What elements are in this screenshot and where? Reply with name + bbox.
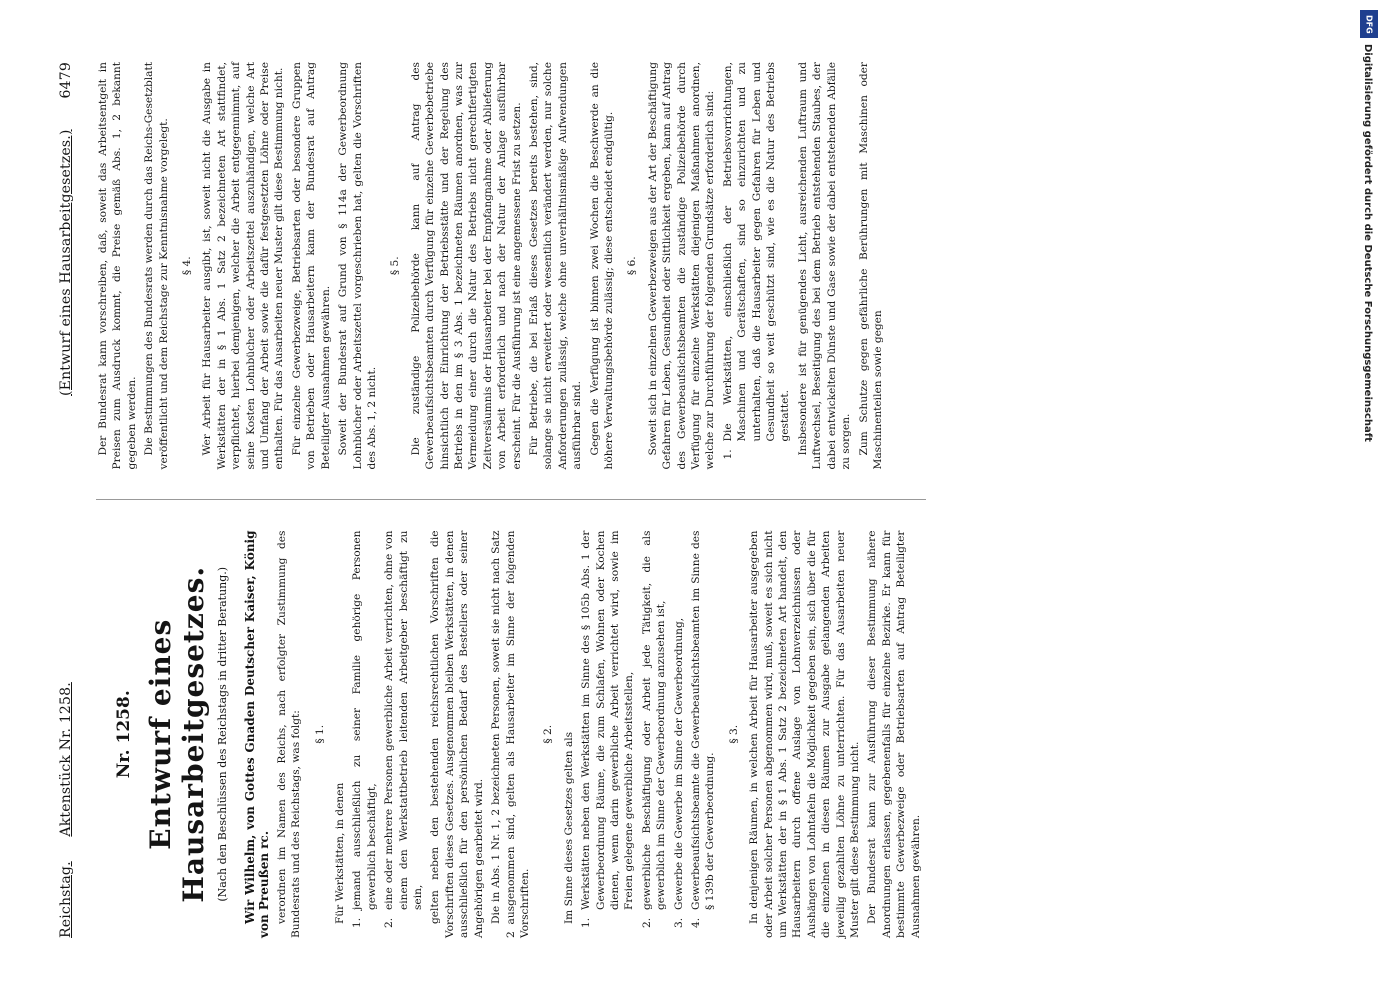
section-2-lead: Im Sinne dieses Gesetzes gelten als (562, 731, 575, 924)
section-3-paragraph: Der Bundesrat kann zur Ausführung dieser Bestimmung nähere Anordnungen erlassen, gegebenenfalls für einzelne Bezirke. Er kann für bestimmte Gewerbezweige oder Betriebsarten auf Antrag Beteiligter Ausnahmen gewähren. (866, 530, 922, 938)
section-5-paragraph: Gegen die Verfügung ist binnen zwei Wochen die Beschwerde an die höhere Verwaltungsbehörde zulässig; diese entscheidet endgültig. (588, 62, 615, 470)
list-item-number: 1. (351, 917, 364, 928)
column-2 (96, 62, 885, 470)
list-item-number: 1. (580, 917, 593, 928)
section-3-continuation: Die Bestimmungen des Bundesrats werden durch das Reichs-Gesetzblatt veröffentlicht und dem Reichstage zur Kenntnisnahme vorgelegt. (143, 62, 170, 470)
section-6-paragraph: Soweit sich in einzelnen Gewerbezweigen aus der Art der Beschäftigung Gefahren für Leben, Gesundheit oder Sittlichkeit ergeben, kann auf Antrag des Gewerbeaufsichtsbeamten die zuständige Polizeibehörde durch Verfügung für einzelne Werkstätten diejenigen Maßnahmen anordnen, welche zur Durchführung der folgenden Grundsätze erforderlich sind: (646, 62, 717, 470)
section-4-paragraph: Wer Arbeit für Hausarbeiter ausgibt, ist, soweit nicht die Ausgabe in Werkstätten der in § 1 Abs. 1 Satz 2 bezeichneten Art stattfindet, verpflichtet, hierbei demjenigen, welcher die Arbeit entgegennimmt, auf seine Kosten Lohnbücher oder Arbeitszettel auszuhändigen, welche Art und Umfang der Arbeit sowie die dafür festgesetzten Löhne oder Preise enthalten. Für das Ausarbeiten neuer Muster gilt diese Bestimmung nicht. (201, 62, 286, 470)
running-head-reichstag: Reichstag. (58, 861, 74, 938)
section-5-paragraph: Die zuständige Polizeibehörde kann auf Antrag des Gewerbeaufsichtsbeamten durch Verfügung für einzelne Gewerbebetriebe hinsichtlich der Einrichtung der Betriebsstätte und der Regelung des Betriebs in den im § 3 Abs. 1 bezeichneten Räumen anordnen, was zur Vermeidung einer durch die Natur des Betriebs nicht gerechtfertigten Zeitversäumnis der Hausarbeiter bei der Empfangnahme oder Ablieferung von Arbeit erforderlich und nach der Natur der Anlage ausführbar erscheint. Für die Ausführung ist eine angemessene Frist zu setzen. (409, 62, 523, 470)
enacting-decree: verordnen im Namen des Reichs, nach erfolgter Zustimmung des Bundesrats und des Reichstags, was folgt: (275, 530, 303, 938)
document-number: Nr. 1258. (114, 690, 134, 779)
dfg-sidebar (1360, 10, 1378, 990)
running-head-aktenstueck: Aktenstück Nr. 1258. (58, 682, 74, 837)
section-6-paragraph: Insbesondere ist für genügendes Licht, ausreichenden Luftraum und Luftwechsel, Beseitigung des bei dem Betrieb entstehenden Staubes, der dabei entwickelten Dünste und Gase sowie der dabei entstehenden Abfälle zu sorgen. (796, 62, 853, 470)
section-2-heading: § 2. (542, 724, 555, 744)
list-item-text: Werkstätten neben den Werkstätten im Sinne des § 105b Abs. 1 der Gewerbeordnung Räume, die zum Schlafen, Wohnen oder Kochen dienen, wenn darin gewerbliche Arbeit verrichtet wird, sowie im Freien gelegene gewerbliche Arbeitsstellen, (580, 530, 636, 910)
enacting-intro: Wir Wilhelm, von Gottes Gnaden Deutscher Kaiser, König von Preußen rc. (243, 530, 272, 938)
page-number: 6479 (58, 62, 74, 99)
list-item (672, 531, 686, 929)
list-item-text: gewerbliche Beschäftigung oder Arbeit jede Tätigkeit, die als gewerblich im Sinne der Gewerbeordnung anzusehen ist, (640, 530, 668, 910)
list-item-number: 3. (672, 917, 685, 928)
section-6-paragraph: Zum Schutze gegen gefährliche Berührungen mit Maschinen oder Maschinenteilen sowie gegen (857, 62, 884, 470)
list-item-text: jemand ausschließlich zu seiner Familie gehörige Personen gewerblich beschäftigt, (351, 530, 378, 910)
document-header (114, 531, 229, 939)
left-half (96, 531, 926, 939)
list-item-number: 2. (640, 917, 653, 928)
section-3-continuation: Der Bundesrat kann vorschreiben, daß, soweit das Arbeitsentgelt in Preisen zum Ausdruck kommt, die Preise gemäß Abs. 1, 2 bekannt gegeben werden. (97, 62, 138, 470)
page-body (96, 62, 926, 938)
right-half (96, 62, 926, 470)
list-item (721, 62, 793, 460)
list-item-text: Gewerbeaufsichtsbeamte die Gewerbeaufsichtsbeamten im Sinne des § 139b der Gewerbeordnung. (689, 530, 717, 910)
section-3-paragraph: In denjenigen Räumen, in welchen Arbeit für Hausarbeiter ausgegeben oder Arbeit solcher Personen abgenommen wird, muß, soweit es sich nicht um Werkstätten der in § 1 Abs. 1 Satz 2 bezeichneten Art handelt, den Hausarbeitern durch offene Auslage von Lohnverzeichnissen oder Aushängen von Lohntafeln die Möglichkeit gegeben sein, sich über die für die einzelnen in diesen Räumen zur Ausgabe gelangenden Arbeiten jeweilig gezahlten Löhne zu unterrichten. Für das Ausarbeiten neuer Muster gilt diese Bestimmung nicht. (748, 530, 862, 938)
section-1-paragraph: Die in Abs. 1 Nr. 1, 2 bezeichneten Personen, soweit sie nicht nach Satz 2 ausgenommen sind, gelten als Hausarbeiter im Sinne der folgenden Vorschriften. (490, 530, 531, 938)
document-title: Entwurf eines Hausarbeitgesetzes. (144, 565, 210, 903)
running-head-left (58, 662, 74, 938)
list-item (382, 531, 425, 929)
list-item-number: 2. (383, 917, 396, 928)
list-item-text: eine oder mehrere Personen gewerbliche Arbeit verrichten, ohne von einem den Werkstattbetrieb leitenden Arbeitgeber beschäftigt zu sein, (383, 530, 425, 910)
dfg-funding-note: Digitalisierung gefördert durch die Deutsche Forschungsgemeinschaft (1362, 44, 1373, 442)
list-item-number: 1. (721, 449, 734, 460)
running-head (58, 62, 84, 938)
section-1-lead: Für Werkstätten, in denen (334, 782, 347, 924)
column-1 (243, 531, 923, 939)
section-4-paragraph: Für einzelne Gewerbezweige, Betriebsarten oder besondere Gruppen von Betrieben oder Hausarbeitern kann der Bundesrat auf Antrag Beteiligter Ausnahmen gewähren. (290, 62, 332, 470)
list-item-text: Die Werkstätten, einschließlich der Betriebsvorrichtungen, Maschinen und Gerätschaften, sind so einzurichten und zu unterhalten, daß die Hausarbeiter gegen Gefahren für Leben und Gesundheit so weit geschützt sind, wie es die Natur des Betriebs gestattet. (721, 62, 792, 442)
document-subtitle: (Nach den Beschlüssen des Reichstags in dritter Beratung.) (216, 566, 229, 902)
list-item (350, 531, 379, 929)
running-head-center: (Entwurf eines Hausarbeitgesetzes.) (58, 129, 74, 396)
list-item (689, 531, 718, 929)
column-divider (96, 500, 926, 501)
list-item-text: Gewerbe die Gewerbe im Sinne der Gewerbeordnung, (672, 617, 685, 910)
section-1-heading: § 1. (313, 724, 326, 744)
section-4-heading: § 4. (181, 256, 194, 276)
list-item-number: 4. (689, 917, 702, 928)
section-5-heading: § 5. (389, 256, 402, 276)
list-item (640, 531, 669, 929)
dfg-logo: DFG (1360, 10, 1378, 38)
section-5-paragraph: Für Betriebe, die bei Erlaß dieses Gesetzes bereits bestehen, sind, solange sie nicht erweitert oder wesentlich verändert werden, nur solche Anforderungen zulässig, welche ohne unverhältnismäßige Aufwendungen ausführbar sind. (527, 62, 584, 470)
section-6-heading: § 6. (626, 256, 639, 276)
section-1-paragraph: gelten neben den bestehenden reichsrechtlichen Vorschriften die Vorschriften dieses Gesetzes. Ausgenommen bleiben Werkstätten, in denen ausschließlich für den persönlichen Bedarf des Bestellers oder seiner Angehörigen gearbeitet wird. (429, 530, 485, 938)
section-3-heading: § 3. (727, 724, 740, 744)
list-item (579, 531, 637, 929)
section-4-paragraph: Soweit der Bundesrat auf Grund von § 114a der Gewerbeordnung Lohnbücher oder Arbeitszettel vorgeschrieben hat, gelten die Vorschriften des Abs. 1, 2 nicht. (337, 62, 378, 470)
